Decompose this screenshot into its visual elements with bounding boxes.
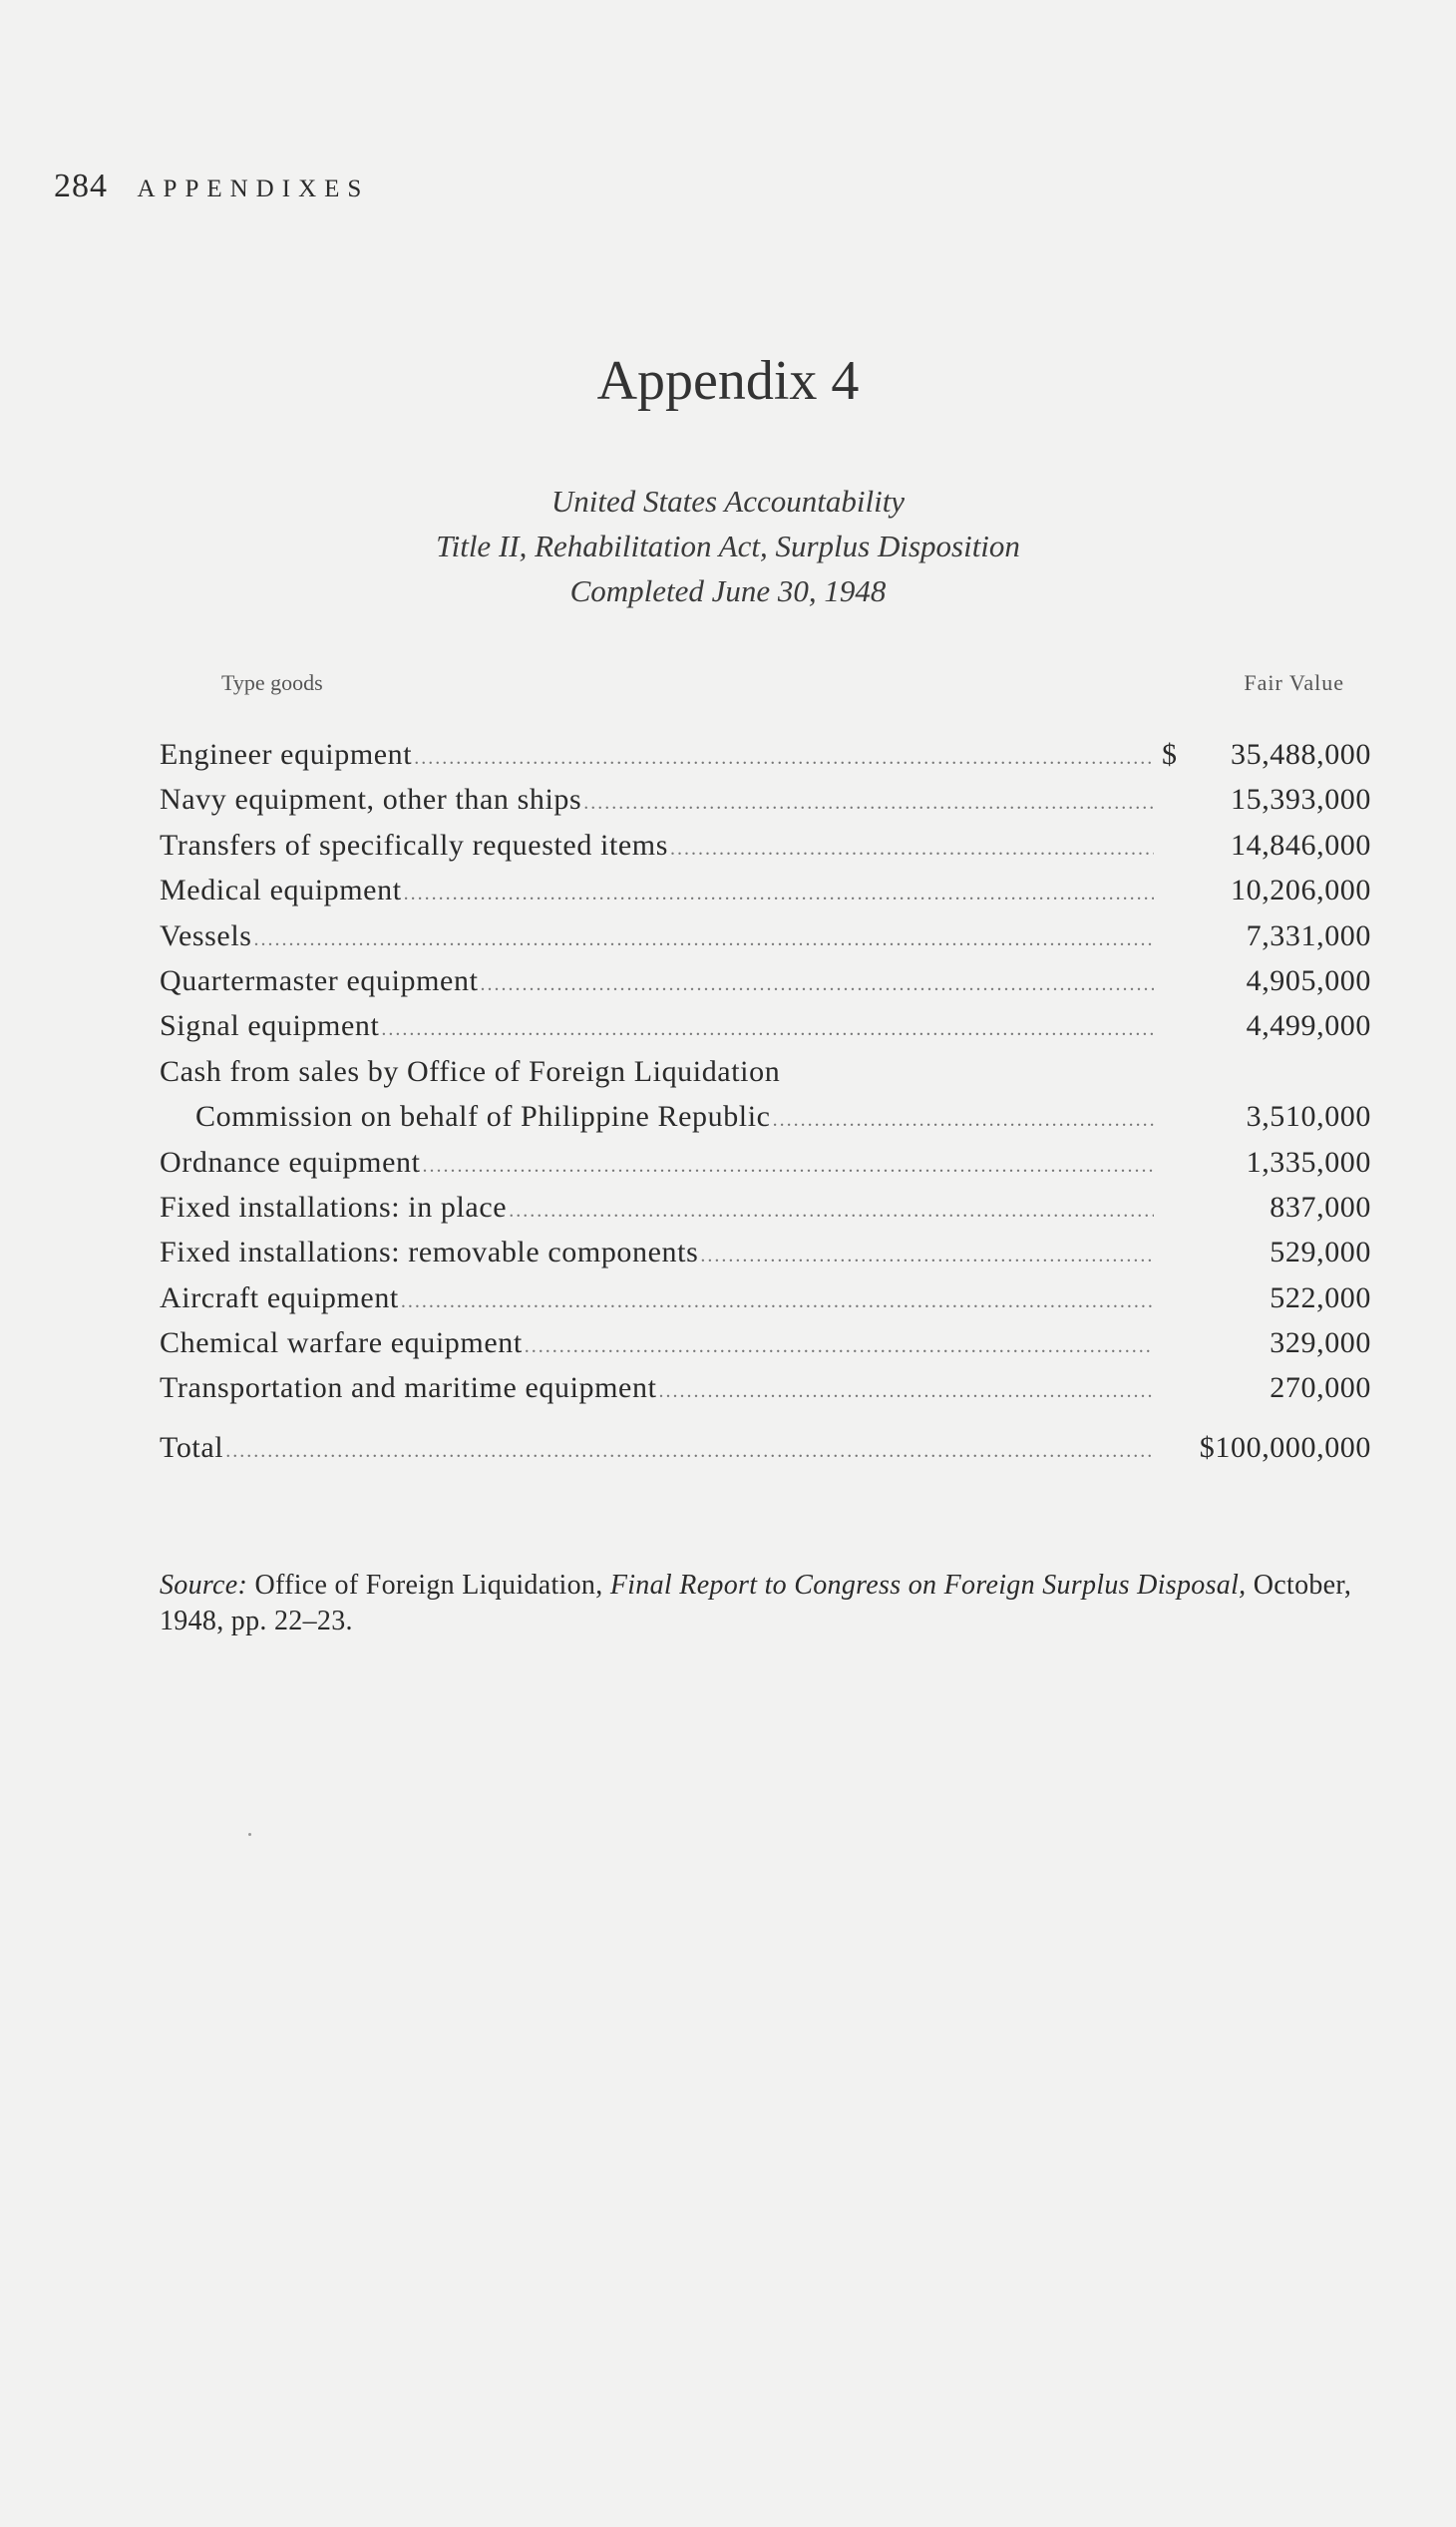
row-label: Fixed installations: removable components	[160, 1236, 699, 1269]
row-label: Medical equipment	[160, 874, 402, 907]
table-row	[160, 783, 1371, 828]
row-label: Commission on behalf of Philippine Republic	[195, 1100, 771, 1134]
row-label: Vessels	[160, 918, 252, 952]
table-subtitle	[0, 479, 1456, 613]
dot-leader	[583, 792, 1154, 815]
paper-speck	[248, 1833, 251, 1836]
total-row	[160, 1431, 1371, 1476]
row-value: 522,000	[1270, 1280, 1371, 1314]
row-label: Transportation and maritime equipment	[160, 1371, 657, 1405]
row-value: 14,846,000	[1231, 828, 1371, 862]
row-value: 4,499,000	[1246, 1009, 1371, 1043]
dot-leader	[525, 1335, 1154, 1358]
dot-leader	[670, 838, 1154, 861]
dot-leader	[381, 1018, 1154, 1041]
source-text: Office of Foreign Liquidation,	[247, 1570, 610, 1601]
row-label: Cash from sales by Office of Foreign Liquidation	[160, 1054, 781, 1088]
column-header-type-goods: Type goods	[221, 670, 323, 695]
row-value: 329,000	[1270, 1326, 1371, 1360]
row-value: 10,206,000	[1231, 874, 1371, 907]
row-label: Chemical warfare equipment	[160, 1326, 523, 1360]
table-row	[160, 1191, 1371, 1236]
running-head	[54, 168, 369, 205]
dot-leader	[659, 1380, 1154, 1403]
table-row	[160, 1055, 1371, 1100]
table-row	[160, 1009, 1371, 1054]
source-date-pages: October, 1948, pp. 22–23.	[160, 1570, 1352, 1636]
row-value: 1,335,000	[1246, 1145, 1371, 1179]
subtitle-line-3: Completed June 30, 1948	[569, 573, 887, 608]
surplus-table	[160, 738, 1371, 1476]
total-label: Total	[160, 1430, 224, 1464]
table-row	[160, 1371, 1371, 1416]
dot-leader	[700, 1245, 1154, 1267]
row-value: 7,331,000	[1246, 918, 1371, 952]
currency-sign: $	[1162, 738, 1178, 771]
dot-leader	[481, 973, 1154, 996]
subtitle-line-1: United States Accountability	[550, 484, 906, 519]
dot-leader	[401, 1290, 1154, 1313]
table-row	[160, 1100, 1371, 1145]
subtitle-line-2: Title II, Rehabilitation Act, Surplus Disposition	[436, 529, 1020, 563]
column-header-fair-value: Fair Value	[1244, 670, 1344, 695]
row-label: Quartermaster equipment	[160, 963, 479, 997]
table-row	[160, 738, 1371, 783]
row-label: Fixed installations: in place	[160, 1190, 508, 1224]
row-label: Signal equipment	[160, 1009, 380, 1043]
row-value: 270,000	[1270, 1371, 1371, 1405]
row-label: Navy equipment, other than ships	[160, 783, 582, 817]
row-label: Engineer equipment	[160, 738, 413, 771]
source-report-title: Final Report to Congress on Foreign Surplus Disposal,	[609, 1570, 1247, 1601]
row-label: Ordnance equipment	[160, 1145, 421, 1179]
row-label: Aircraft equipment	[160, 1280, 399, 1314]
page-title: Appendix 4	[596, 350, 860, 412]
dot-leader	[423, 1155, 1154, 1178]
table-row	[160, 1236, 1371, 1280]
row-label: Transfers of specifically requested items	[160, 828, 669, 862]
row-value: 837,000	[1270, 1190, 1371, 1224]
row-value: $ 35,488,000	[1162, 738, 1371, 771]
dot-leader	[414, 747, 1154, 770]
table-row	[160, 1281, 1371, 1326]
table-row	[160, 1326, 1371, 1371]
page-number: 284	[54, 168, 108, 204]
table-row	[160, 919, 1371, 964]
row-value: 4,905,000	[1246, 963, 1371, 997]
source-note	[160, 1568, 1374, 1639]
table-row	[160, 964, 1371, 1009]
dot-leader	[254, 928, 1154, 951]
row-value: 15,393,000	[1231, 783, 1371, 817]
section-name: APPENDIXES	[137, 176, 370, 202]
source-prefix: Source:	[160, 1570, 248, 1601]
dot-leader	[509, 1200, 1154, 1223]
dot-leader	[773, 1109, 1154, 1132]
row-value: 529,000	[1270, 1236, 1371, 1269]
table-row	[160, 1146, 1371, 1191]
dot-leader	[404, 883, 1154, 905]
row-value: 3,510,000	[1246, 1100, 1371, 1134]
table-row	[160, 874, 1371, 918]
table-row	[160, 829, 1371, 874]
total-value: $100,000,000	[1199, 1430, 1371, 1464]
dot-leader	[225, 1440, 1154, 1463]
